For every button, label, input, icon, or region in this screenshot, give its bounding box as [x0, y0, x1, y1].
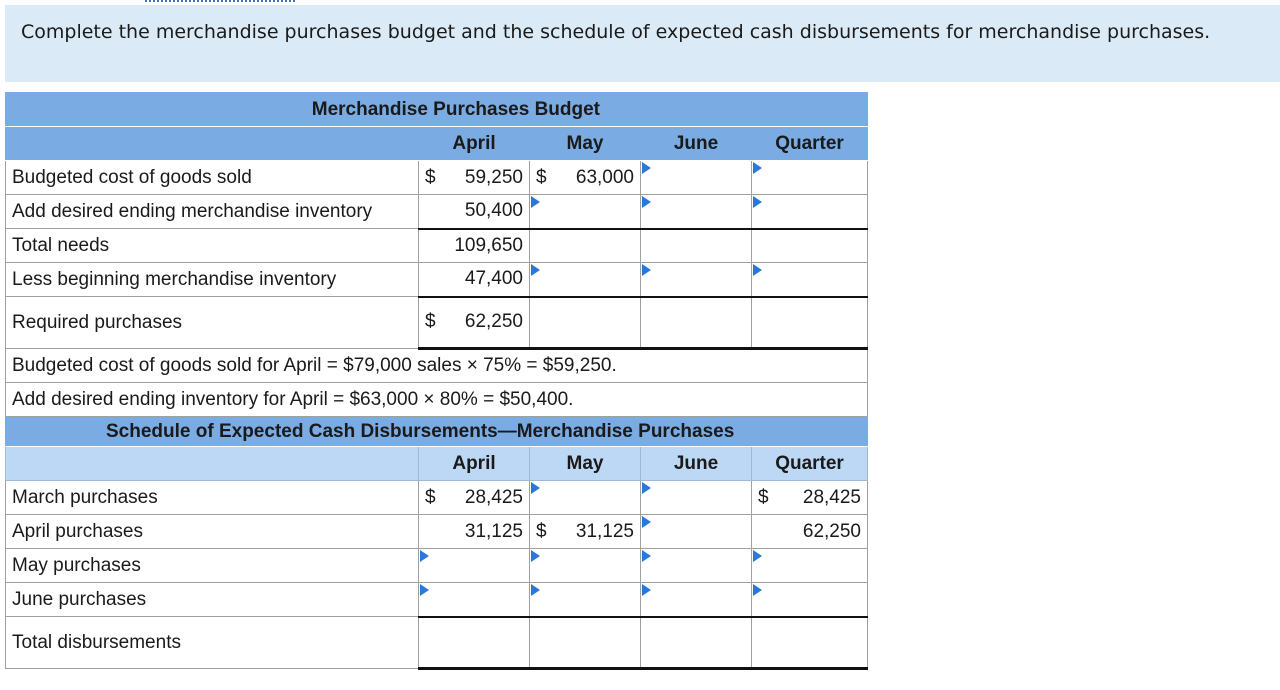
input-cell[interactable]: $ 31,125 — [530, 515, 641, 549]
dropdown-marker-icon — [642, 516, 651, 528]
input-cell[interactable] — [530, 297, 641, 349]
input-cell[interactable] — [752, 549, 868, 583]
merchandise-purchases-table — [5, 92, 868, 670]
dropdown-marker-icon — [531, 196, 540, 208]
input-cell[interactable] — [752, 161, 868, 195]
table-row — [6, 583, 868, 617]
dropdown-marker-icon — [531, 550, 540, 562]
col-quarter: Quarter — [752, 127, 868, 161]
input-cell[interactable] — [641, 263, 752, 297]
dropdown-marker-icon — [642, 196, 651, 208]
input-cell[interactable] — [641, 297, 752, 349]
dropdown-marker-icon — [753, 264, 762, 276]
col-june: June — [641, 447, 752, 481]
dropdown-marker-icon — [531, 264, 540, 276]
input-cell[interactable] — [419, 617, 530, 669]
input-cell[interactable]: $ 59,250 — [419, 161, 530, 195]
dropdown-marker-icon — [753, 162, 762, 174]
dropdown-marker-icon — [420, 584, 429, 596]
dropdown-marker-icon — [642, 264, 651, 276]
table-row — [6, 263, 868, 297]
row-label: June purchases — [6, 583, 419, 617]
input-cell[interactable] — [419, 583, 530, 617]
input-cell[interactable] — [752, 263, 868, 297]
input-cell[interactable] — [752, 617, 868, 669]
dropdown-marker-icon — [420, 550, 429, 562]
row-label: Required purchases — [6, 297, 419, 349]
input-cell[interactable] — [641, 161, 752, 195]
dropdown-marker-icon — [531, 482, 540, 494]
input-cell[interactable]: 62,250 — [752, 515, 868, 549]
input-cell[interactable] — [419, 549, 530, 583]
dropdown-marker-icon — [642, 162, 651, 174]
table-row — [6, 515, 868, 549]
dropdown-marker-icon — [753, 584, 762, 596]
table-row — [6, 229, 868, 263]
input-cell[interactable] — [752, 297, 868, 349]
input-cell[interactable] — [530, 549, 641, 583]
input-cell[interactable] — [752, 229, 868, 263]
purchases-budget-columns-row — [6, 127, 868, 161]
note-row — [6, 349, 868, 383]
row-label: Budgeted cost of goods sold — [6, 161, 419, 195]
instructions-text: Complete the merchandise purchases budget and the schedule of expected cash disbursements for merchandise purchases. — [21, 21, 1211, 43]
col-april: April — [419, 447, 530, 481]
input-cell[interactable]: 109,650 — [419, 229, 530, 263]
input-cell[interactable] — [641, 195, 752, 229]
dropdown-marker-icon — [642, 550, 651, 562]
col-june: June — [641, 127, 752, 161]
dropdown-marker-icon — [753, 550, 762, 562]
table-row — [6, 481, 868, 515]
input-cell[interactable] — [641, 617, 752, 669]
row-label: Total disbursements — [6, 617, 419, 669]
dropdown-marker-icon — [531, 584, 540, 596]
col-quarter: Quarter — [752, 447, 868, 481]
input-cell[interactable] — [752, 195, 868, 229]
note-row — [6, 383, 868, 417]
dropdown-marker-icon — [753, 196, 762, 208]
note-text: Budgeted cost of goods sold for April = $79,000 sales × 75% = $59,250. — [6, 349, 868, 383]
input-cell[interactable]: $ 63,000 — [530, 161, 641, 195]
purchases-budget-title-row — [6, 93, 868, 127]
input-cell[interactable]: 47,400 — [419, 263, 530, 297]
input-cell[interactable] — [530, 195, 641, 229]
input-cell[interactable]: $ 62,250 — [419, 297, 530, 349]
input-cell[interactable]: 50,400 — [419, 195, 530, 229]
dropdown-marker-icon — [642, 584, 651, 596]
row-label: Less beginning merchandise inventory — [6, 263, 419, 297]
row-label: May purchases — [6, 549, 419, 583]
table-row — [6, 195, 868, 229]
note-text: Add desired ending inventory for April = $63,000 × 80% = $50,400. — [6, 383, 868, 417]
input-cell[interactable] — [641, 229, 752, 263]
cash-schedule-title: Schedule of Expected Cash Disbursements—Merchandise Purchases — [106, 420, 735, 442]
input-cell[interactable] — [530, 583, 641, 617]
input-cell[interactable] — [530, 617, 641, 669]
cash-schedule-title-row — [6, 417, 868, 447]
input-cell[interactable] — [641, 549, 752, 583]
input-cell[interactable]: $ 28,425 — [752, 481, 868, 515]
table-row — [6, 549, 868, 583]
col-may: May — [530, 447, 641, 481]
input-cell[interactable] — [530, 481, 641, 515]
input-cell[interactable] — [530, 229, 641, 263]
row-label: April purchases — [6, 515, 419, 549]
input-cell[interactable]: 31,125 — [419, 515, 530, 549]
input-cell[interactable] — [641, 583, 752, 617]
input-cell[interactable] — [530, 263, 641, 297]
input-cell[interactable]: $ 28,425 — [419, 481, 530, 515]
input-cell[interactable] — [641, 481, 752, 515]
instructions-box — [5, 5, 1280, 82]
table-row — [6, 161, 868, 195]
input-cell[interactable] — [752, 583, 868, 617]
top-dotted-line — [145, 0, 295, 4]
cash-schedule-columns-row — [6, 447, 868, 481]
row-label: Add desired ending merchandise inventory — [6, 195, 419, 229]
col-april: April — [419, 127, 530, 161]
row-label: March purchases — [6, 481, 419, 515]
dropdown-marker-icon — [642, 482, 651, 494]
row-label: Total needs — [6, 229, 419, 263]
table-row — [6, 297, 868, 349]
input-cell[interactable] — [641, 515, 752, 549]
col-may: May — [530, 127, 641, 161]
table-row — [6, 617, 868, 669]
purchases-budget-title: Merchandise Purchases Budget — [311, 98, 601, 120]
